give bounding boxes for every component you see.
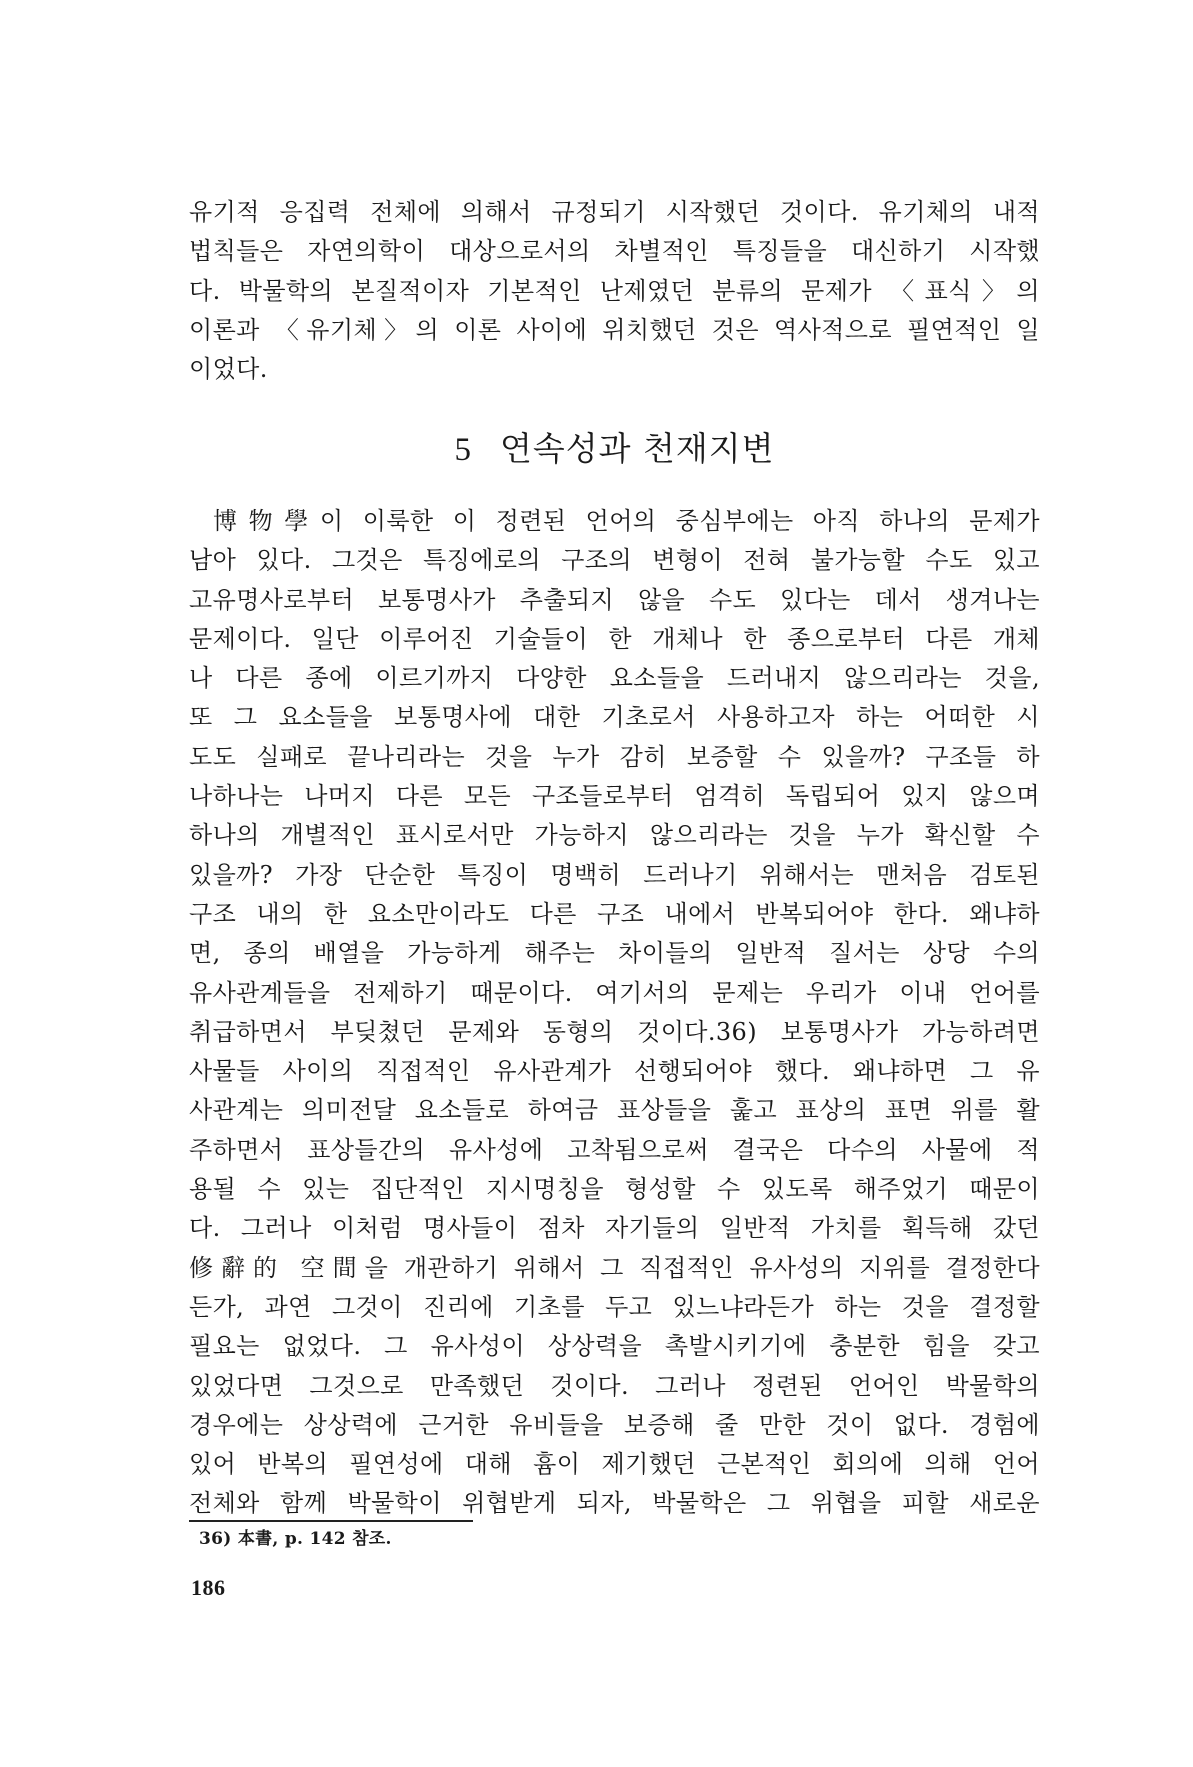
text-line: 취급하면서 부딪쳤던 문제와 동형의 것이다.36) 보통명사가 가능하려면 [189, 1017, 1040, 1046]
section-number: 5 [454, 432, 472, 468]
footnote: 36) 本書, p. 142 참조. [199, 1529, 392, 1549]
text-line: 면, 종의 배열을 가능하게 해주는 차이들의 일반적 질서는 상당 수의 [189, 939, 1040, 968]
text-line: 도도 실패로 끝나리라는 것을 누가 감히 보증할 수 있을까? 구조들 하 [189, 742, 1040, 771]
section-heading [189, 424, 1040, 474]
text-line: 있어 반복의 필연성에 대해 흄이 제기했던 근본적인 회의에 의해 언어 [189, 1450, 1040, 1479]
text-line: 있을까? 가장 단순한 특징이 명백히 드러나기 위해서는 맨처음 검토된 [189, 860, 1040, 889]
text-line: 구조 내의 한 요소만이라도 다른 구조 내에서 반복되어야 한다. 왜냐하 [189, 899, 1040, 928]
text-line: 필요는 없었다. 그 유사성이 상상력을 촉발시키기에 충분한 힘을 갖고 [189, 1332, 1040, 1361]
footnote-divider [189, 1520, 473, 1522]
text-line: 博物學이 이룩한 이 정련된 언어의 중심부에는 아직 하나의 문제가 [213, 507, 1040, 535]
text-line: 유기적 응집력 전체에 의해서 규정되기 시작했던 것이다. 유기체의 내적 [189, 198, 1040, 226]
text-line: 고유명사로부터 보통명사가 추출되지 않을 수도 있다는 데서 생겨나는 [189, 585, 1040, 614]
text-line: 하나의 개별적인 표시로서만 가능하지 않으리라는 것을 누가 확신할 수 [189, 821, 1040, 850]
text-line: 나하나는 나머지 다른 모든 구조들로부터 엄격히 독립되어 있지 않으며 [189, 782, 1040, 811]
text-line: 남아 있다. 그것은 특징에로의 구조의 변형이 전혀 불가능할 수도 있고 [189, 546, 1040, 575]
text-line: 유사관계들을 전제하기 때문이다. 여기서의 문제는 우리가 이내 언어를 [189, 978, 1040, 1007]
section-title: 연속성과 천재지변 [499, 429, 775, 468]
text-line: 사관계는 의미전달 요소들로 하여금 표상들을 훑고 표상의 표면 위를 활 [189, 1096, 1040, 1125]
text-line: 또 그 요소들을 보통명사에 대한 기초로서 사용하고자 하는 어떠한 시 [189, 703, 1040, 732]
text-line: 다. 그러나 이처럼 명사들이 점차 자기들의 일반적 가치를 획득해 갔던 [189, 1214, 1040, 1243]
text-line: 이론과 〈유기체〉의 이론 사이에 위치했던 것은 역사적으로 필연적인 일 [189, 315, 1040, 344]
text-line: 사물들 사이의 직접적인 유사관계가 선행되어야 했다. 왜냐하면 그 유 [189, 1057, 1040, 1086]
text-line: 주하면서 표상들간의 유사성에 고착됨으로써 결국은 다수의 사물에 적 [189, 1135, 1040, 1164]
text-line: 경우에는 상상력에 근거한 유비들을 보증해 줄 만한 것이 없다. 경험에 [189, 1410, 1040, 1439]
text-line: 다. 박물학의 본질적이자 기본적인 난제였던 분류의 문제가 〈표식〉의 [189, 276, 1040, 305]
text-line: 나 다른 종에 이르기까지 다양한 요소들을 드러내지 않으리라는 것을, [189, 664, 1040, 693]
page-number: 186 [191, 1575, 226, 1600]
text-line: 법칙들은 자연의학이 대상으로서의 차별적인 특징들을 대신하기 시작했 [189, 237, 1040, 266]
text-line: 修辭的 空間을 개관하기 위해서 그 직접적인 유사성의 지위를 결정한다 [189, 1253, 1040, 1282]
top-paragraph [189, 193, 1040, 389]
text-line: 든가, 과연 그것이 진리에 기초를 두고 있느냐라든가 하는 것을 결정할 [189, 1292, 1040, 1321]
text-line: 이었다. [189, 355, 268, 384]
text-line: 있었다면 그것으로 만족했던 것이다. 그러나 정련된 언어인 박물학의 [189, 1371, 1040, 1400]
text-line: 문제이다. 일단 이루어진 기술들이 한 개체나 한 종으로부터 다른 개체 [189, 624, 1040, 653]
main-paragraph [189, 502, 1040, 1524]
text-line: 전체와 함께 박물학이 위협받게 되자, 박물학은 그 위협을 피할 새로운 [189, 1489, 1040, 1518]
text-line: 용될 수 있는 집단적인 지시명칭을 형성할 수 있도록 해주었기 때문이 [189, 1175, 1040, 1204]
